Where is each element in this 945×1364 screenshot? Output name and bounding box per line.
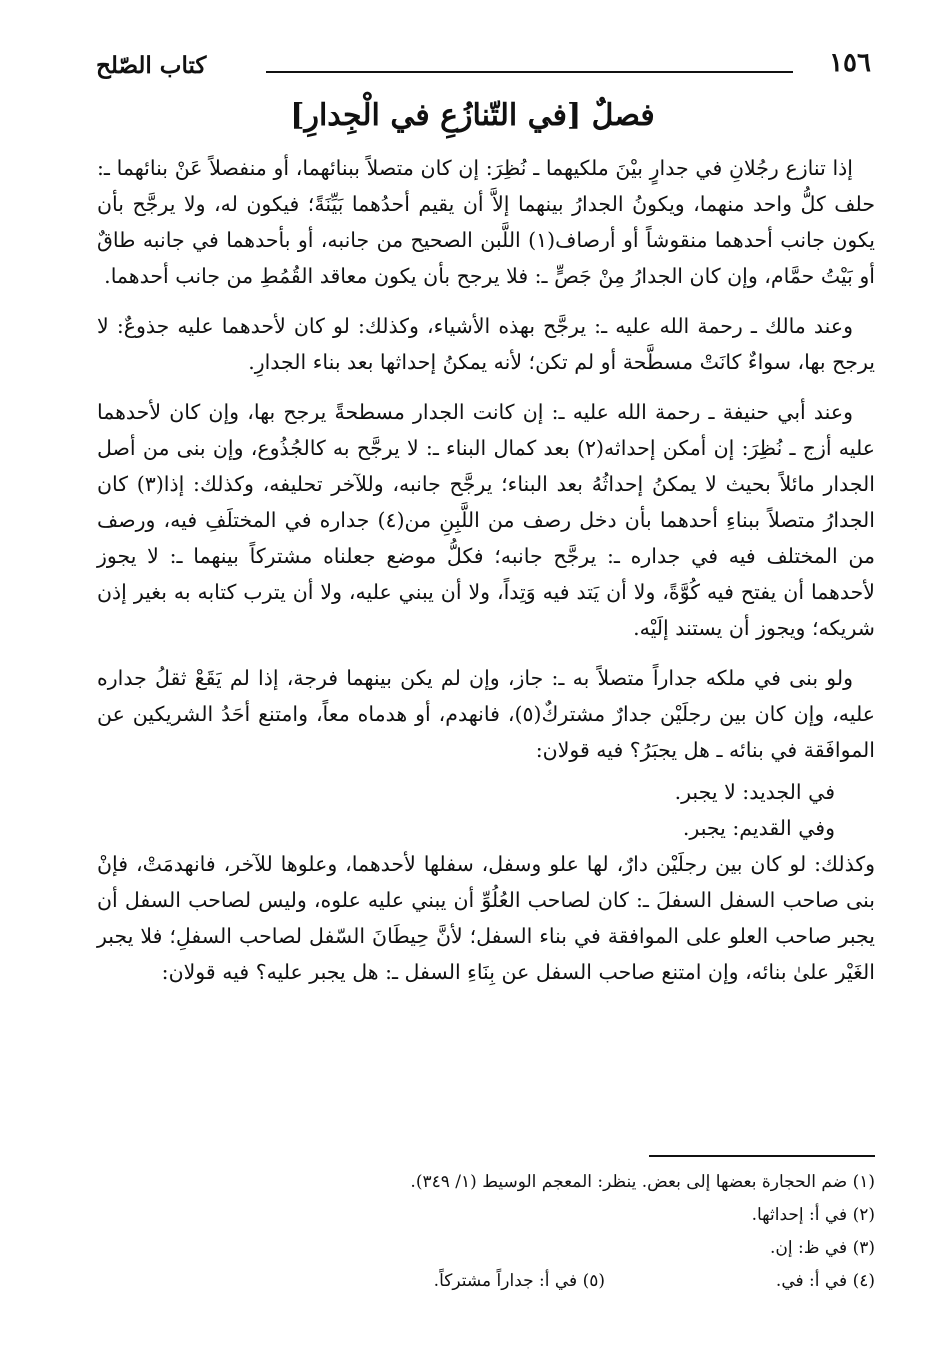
- paragraph-1: إذا تنازع رجُلانِ في جدارٍ بيْنَ ملكيهما ـ نُظِرَ: إن كان متصلاً ببنائهما، أو منفصلاً عَنْ بنائهما ـ: حلف كلُّ واحد منهما، ويكونُ الجدارُ بينهما إلاَّ أن يقيم أحدُهما بَيِّنَةً؛ فيكون له، ولا يرجَّح بأن يكون جانب أحدهما منقوشاً أو أرصاف(١) اللَّبن الصحيح من جانبه، أو بأحدهما في جانبه طاقٌ أو بَيْتُ حمَّام، وإن كان الجدارُ مِنْ جَصٍّ ـ: فلا يرجح بأن يكون معاقد القُمُطِ من جانب أحدهما.: [97, 156, 875, 288]
- footnote-1: (١) ضم الحجارة بعضها إلى بعض. ينظر: المعجم الوسيط (١/ ٣٤٩).: [410, 1172, 875, 1192]
- paragraph-3: وعند أبي حنيفة ـ رحمة الله عليه ـ: إن كانت الجدار مسطحةً يرجح بها، وإن كان لأحدهما عليه أزج ـ نُظِرَ: إن أمكن إحداثه(٢) بعد كمال البناء ـ: لا يرجَّح به كالجُذُوع، وإن بنى من أصل الجدار مائلاً بحيث لا يمكنُ إحداثُهُ بعد البناء؛ يرجَّح جانبه، وللآخر تحليفه، وكذلك: إذا(٣) كان الجدارُ متصلاً ببناءِ أحدهما بأن دخل رصف من اللَّبِنِ من(٤) جداره في المختلَفِ فيه، ورصف من المختلف فيه في جداره ـ: يرجَّح جانبه؛ فكلُّ موضع جعلناه مشتركاً بينهما ـ: لا يجوز لأحدهما أن يفتح فيه كُوَّةً، ولا أن يَتد فيه وَتِداً، ولا أن يبني عليه، ولا أن يترب كتابه به بغير إذن شريكه؛ ويجوز أن يستند إلَيْه.: [97, 400, 875, 640]
- footnote-5: (٥) في أ: جداراً مشتركاً.: [433, 1271, 605, 1291]
- footnote-3: (٣) في ظ: إن.: [770, 1238, 875, 1258]
- header-rule: [266, 71, 793, 73]
- footnote-rule: [649, 1155, 875, 1157]
- verdict-new: في الجديد: لا يجبر.: [674, 780, 835, 804]
- verdict-old: وفي القديم: يجبر.: [682, 816, 835, 840]
- paragraph-2: وعند مالك ـ رحمة الله عليه ـ: يرجَّح بهذه الأشياء، وكذلك: لو كان لأحدهما عليه جذوعٌ: لا يرجح بها، سواءٌ كانَتْ مسطَّحة أو لم تكن؛ لأنه يمكنُ إحداثها بعد بناء الجدارِ.: [97, 314, 875, 374]
- paragraph-5: وكذلك: لو كان بين رجلَيْن دارٌ، لها علو وسفل، سفلها لأحدهما، وعلوها للآخر، فانهدمَتْ، فإنْ بنى صاحب السفل السفلَ ـ: كان لصاحب العُلُوِّ أن يبني عليه علوه، وليس لصاحب السفل أن يجبر صاحب العلو على الموافقة في بناء السفل؛ لأنَّ حِيطَانَ السّفل لصاحب السفلِ؛ فلا يجبر الغَيْر علىٰ بنائه، وإن امتنع صاحب السفل عن بِنَاءِ السفل ـ: هل يجبر عليه؟ فيه قولان:: [97, 852, 875, 984]
- section-title: فصلٌ [في التّنازُعِ في الْجِدارِ]: [290, 98, 655, 133]
- body-text: [97, 150, 875, 1004]
- paragraph-4: ولو بنى في ملكه جداراً متصلاً به ـ: جاز، وإن لم يكن بينهما فرجة، إذا لم يَقَعْ ثقلُ جداره عليه، وإن كان بين رجلَيْن جدارٌ مشتركٌ(٥)، فانهدم، أو هدماه معاً، وامتنع أحَدُ الشريكين عن الموافَقة في بنائه ـ هل يجبَرُ؟ فيه قولان:: [97, 666, 875, 762]
- page-number: ١٥٦: [829, 48, 871, 78]
- running-title: كتاب الصّلح: [96, 52, 207, 79]
- footnotes: [97, 1166, 875, 1298]
- footnote-4: (٤) في أ: في.: [775, 1271, 875, 1291]
- footnote-row: [97, 1265, 875, 1298]
- footnote-2: (٢) في أ: إحداثها.: [751, 1205, 875, 1225]
- page-header: [96, 46, 871, 86]
